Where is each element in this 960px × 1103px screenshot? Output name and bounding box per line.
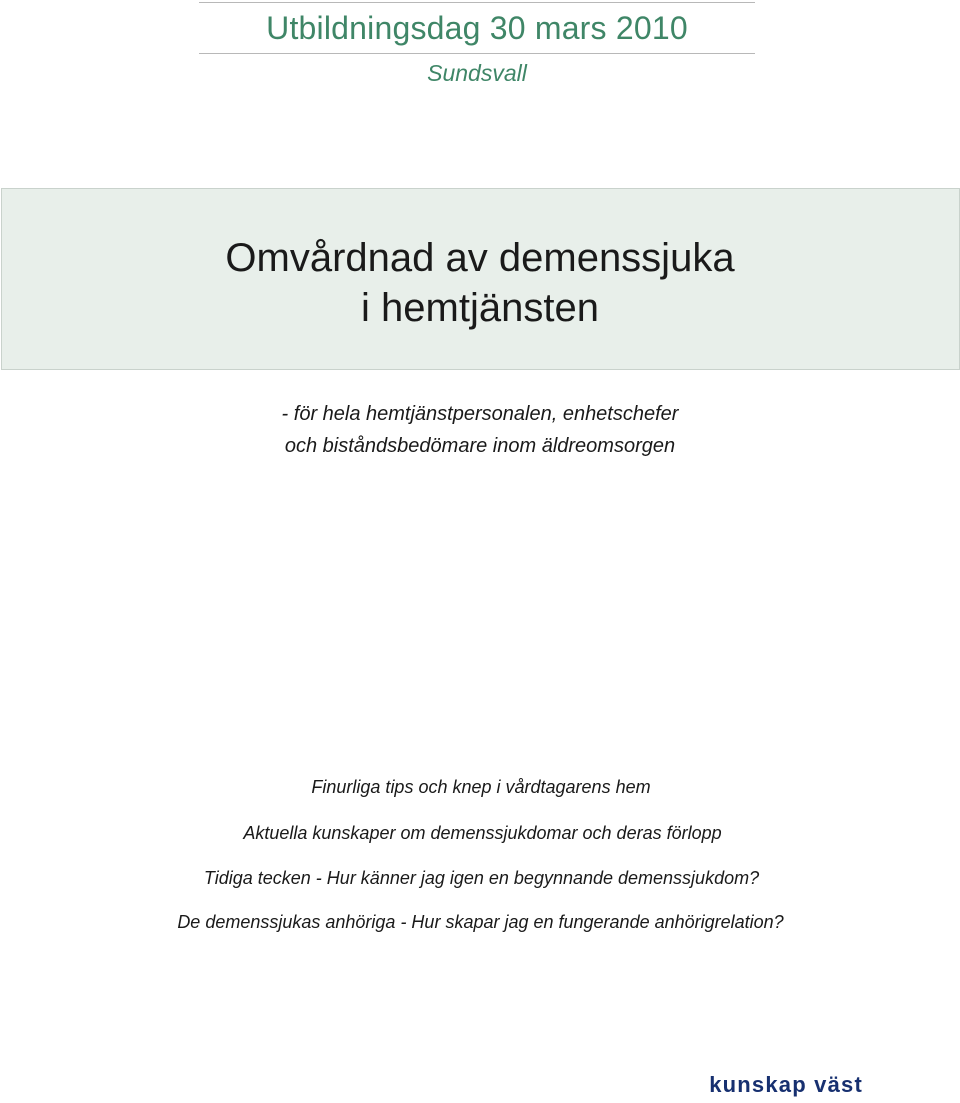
event-location: Sundsvall: [427, 60, 527, 86]
brand-logo-text: kunskap väst: [709, 1072, 863, 1097]
event-header: [199, 2, 755, 86]
main-title-line-1: Omvårdnad av demenssjuka: [225, 236, 735, 280]
topic-item: De demenssjukas anhöriga - Hur skapar jag en fungerande anhörigrelation?: [177, 912, 784, 932]
event-title: Utbildningsdag 30 mars 2010: [266, 10, 688, 46]
audience-line-1: - för hela hemtjänstpersonalen, enhetschefer: [281, 403, 679, 425]
topic-item: Aktuella kunskaper om demenssjukdomar och deras förlopp: [243, 823, 722, 843]
audience-line-2: och biståndsbedömare inom äldreomsorgen: [284, 435, 676, 457]
main-title-line-2: i hemtjänsten: [361, 286, 599, 330]
topic-item: Finurliga tips och knep i vårdtagarens hem: [311, 777, 651, 797]
topic-item: Tidiga tecken - Hur känner jag igen en begynnande demenssjukdom?: [203, 868, 760, 888]
